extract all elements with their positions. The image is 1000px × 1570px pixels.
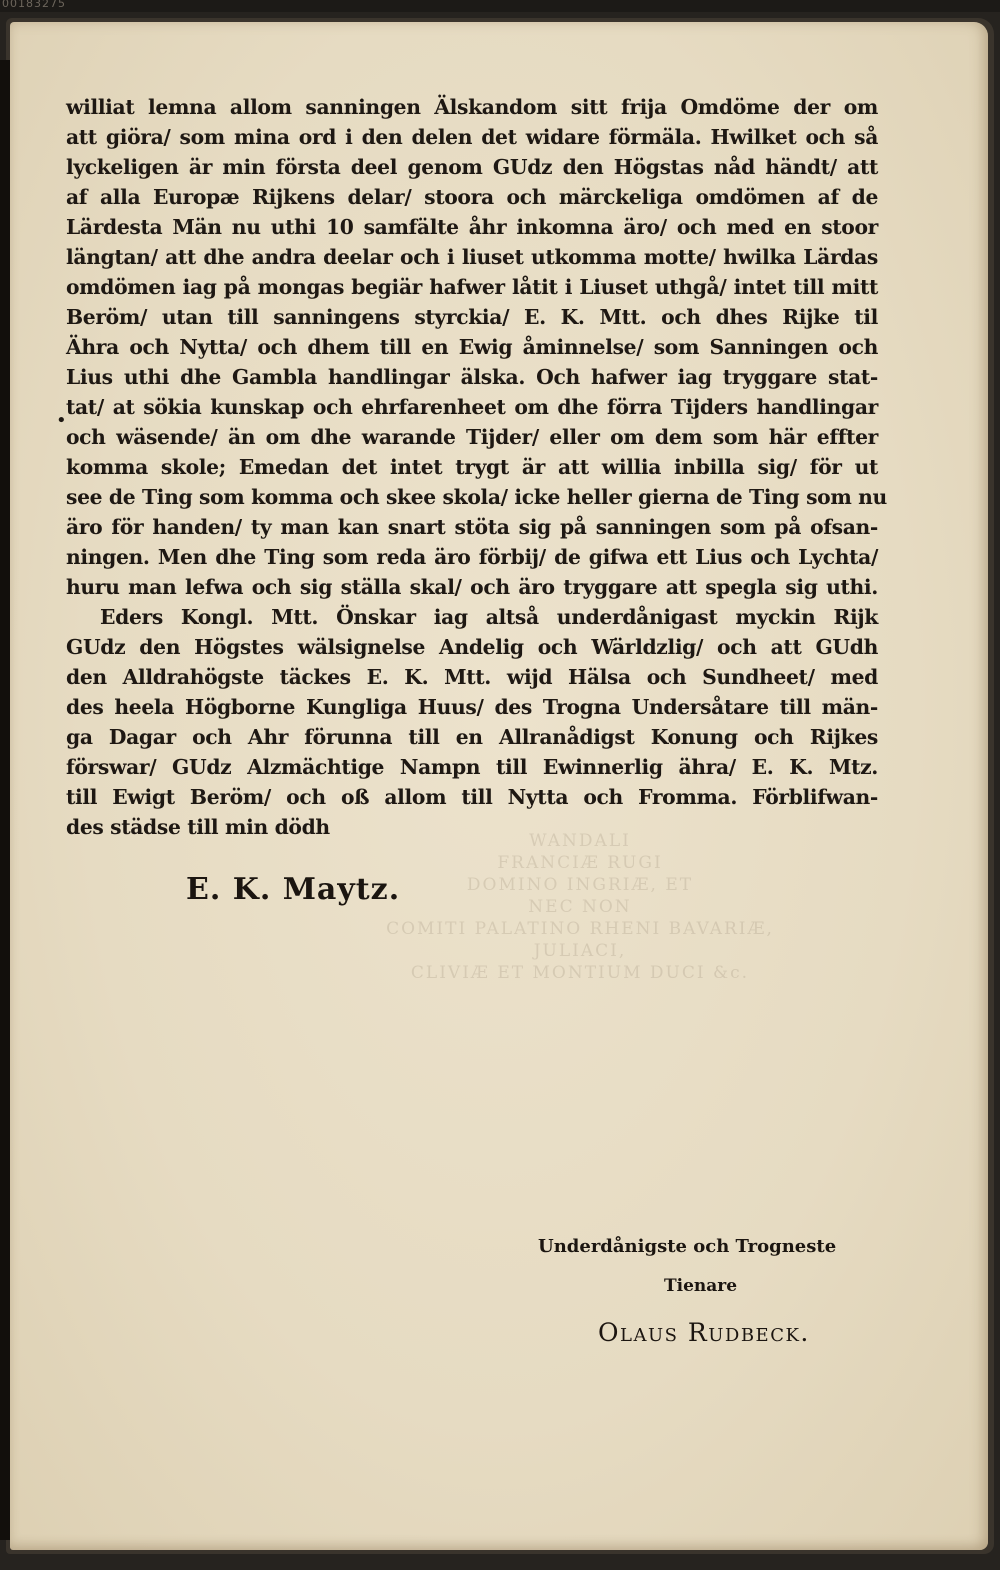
show-through-line: FRANCIÆ RUGI [497,853,663,873]
author-signature: Olaus Rudbeck. [598,1318,810,1347]
text-line: lyckeligen är min första deel genom GUdz den Högstas nåd händt/ att [66,155,878,179]
text-line: den Alldrahögste täckes E. K. Mtt. wijd Hälsa och Sundheet/ med [66,665,878,689]
text-line: komma skole; Emedan det intet trygt är att willia inbilla sig/ för ut [66,455,878,479]
catalog-number: 00183275 [2,0,66,10]
text-line: GUdz den Högstes wälsignelse Andelig och Wärldzlig/ och att GUdh [66,635,878,659]
text-line: Eders Kongl. Mtt. Önskar iag altså underdånigast myckin Rijk [100,605,878,629]
text-line: ningen. Men dhe Ting som reda äro förbij/ de gifwa ett Lius och Lychta/ [66,545,878,569]
text-line: Beröm/ utan till sanningens styrckia/ E. K. Mtt. och dhes Rijke til [66,305,878,329]
text-line: des heela Högborne Kungliga Huus/ des Trogna Undersåtare till män- [66,695,878,719]
text-line: Lärdesta Män nu uthi 10 samfälte åhr inkomna äro/ och med en stoor [66,215,878,239]
book-spine [0,60,10,1540]
text-line: tat/ at sökia kunskap och ehrfarenheet om dhe förra Tijders handlingar [66,395,878,419]
text-line: af alla Europæ Rijkens delar/ stoora och märckeliga omdömen af de [66,185,878,209]
subscription-line: Underdånigste och Trogneste [538,1236,837,1257]
text-line: och wäsende/ än om dhe warande Tijder/ eller om dem som här effter [66,425,878,449]
text-line: Ähra och Nytta/ och dhem till en Ewig åminnelse/ som Sanningen och [66,335,878,359]
scan-top-strip [0,0,1000,12]
text-line: längtan/ att dhe andra deelar och i liuset utkomma motte/ hwilka Lärdas [66,245,878,269]
text-line: Lius uthi dhe Gambla handlingar älska. Och hafwer iag tryggare stat- [66,365,878,389]
show-through-line: WANDALI [529,831,631,851]
closing-salutation: E. K. Maytz. [186,872,401,907]
show-through-line: NEC NON [528,897,632,917]
text-line: till Ewigt Beröm/ och oß allom till Nytta och Fromma. Förblifwan- [66,785,878,809]
text-line: omdömen iag på mongas begiär hafwer låtit i Liuset uthgå/ intet till mitt [66,275,878,299]
text-line: huru man lefwa och sig ställa skal/ och äro tryggare att spegla sig uthi. [66,575,878,599]
servant-title: Tienare [664,1276,738,1296]
show-through-line: CLIVIÆ ET MONTIUM DUCI &c. [410,963,750,983]
show-through-line: COMITI PALATINO RHENI BAVARIÆ, JULIACI, [386,919,774,961]
text-line: ga Dagar och Ahr förunna till en Allranådigst Konung och Rijkes [66,725,878,749]
text-line: förswar/ GUdz Alzmächtige Nampn till Ewinnerlig ähra/ E. K. Mtz. [66,755,878,779]
body-text [66,92,887,842]
text-line: äro för handen/ ty man kan snart stöta sig på sanningen som på ofsan- [66,515,878,539]
text-line: des städse till min dödh [66,815,330,839]
margin-mark: • [56,410,67,431]
show-through-text [370,830,790,984]
text-line: att giöra/ som mina ord i den delen det widare förmäla. Hwilket och så [66,125,878,149]
show-through-line: DOMINO INGRIÆ, ET [466,875,694,895]
text-line: see de Ting som komma och skee skola/ icke heller gierna de Ting som nu [66,485,887,509]
text-line: williat lemna allom sanningen Älskandom sitt frija Omdöme der om [66,95,878,119]
